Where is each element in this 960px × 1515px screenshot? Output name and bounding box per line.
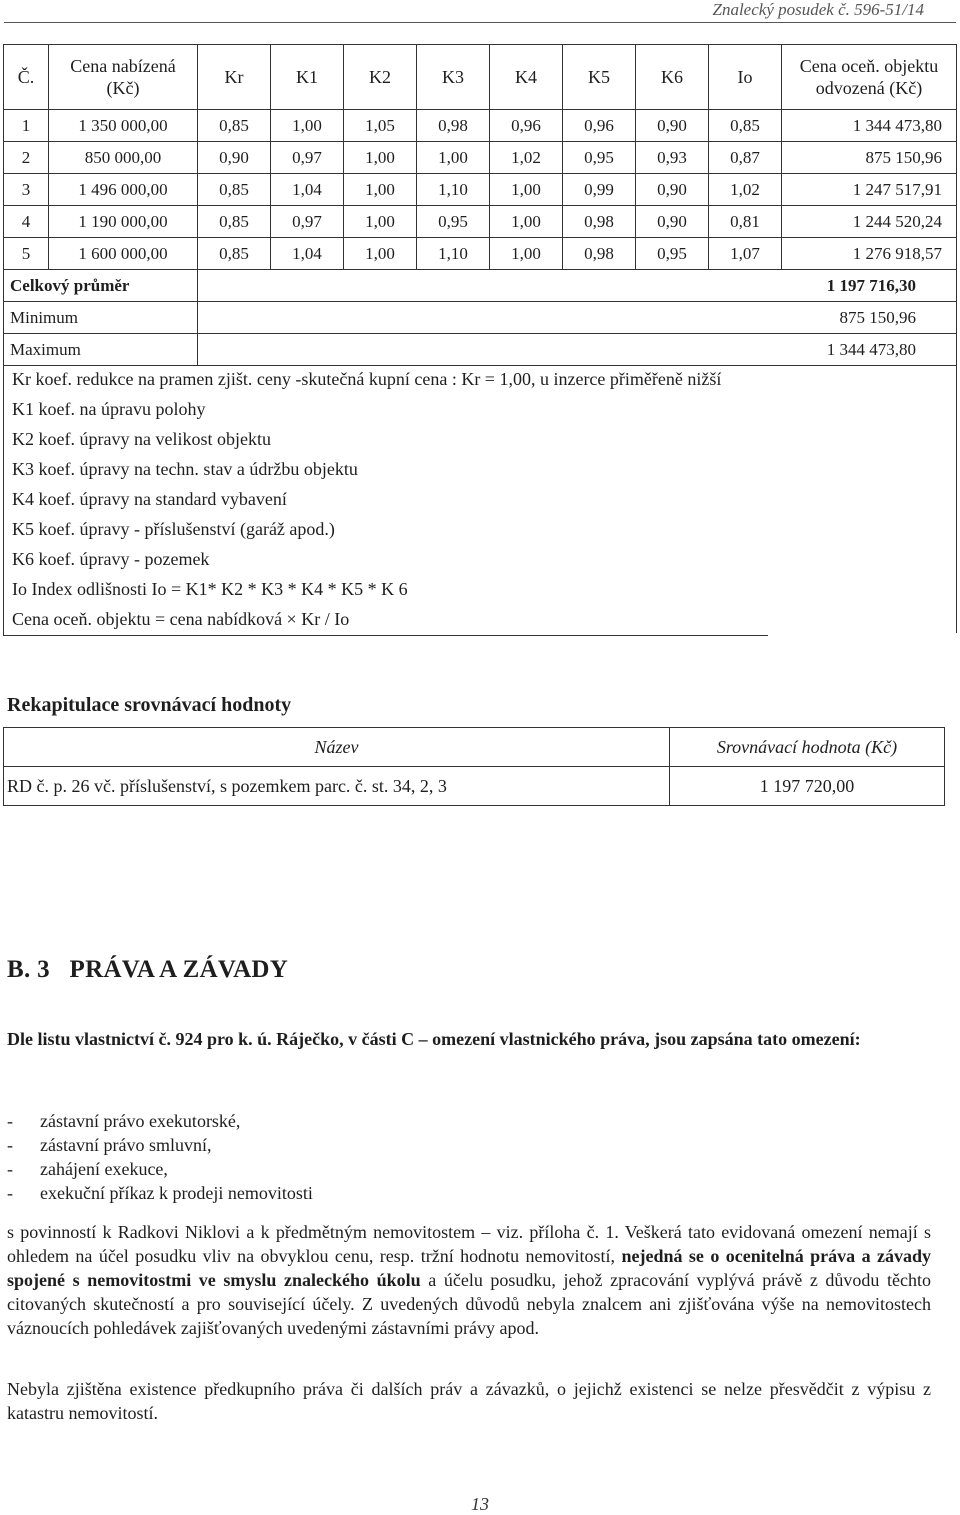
list-item bbox=[7, 1109, 313, 1133]
legend-formula: Cena oceň. objektu = cena nabídková × Kr / Io bbox=[12, 609, 350, 629]
table-cell: 1,02 bbox=[490, 142, 563, 174]
table-cell: 4 bbox=[4, 206, 49, 238]
table-cell: 0,98 bbox=[563, 206, 636, 238]
table-cell: 0,85 bbox=[198, 206, 271, 238]
table-cell: 1,00 bbox=[490, 238, 563, 270]
table-cell: 850 000,00 bbox=[49, 142, 198, 174]
legend-k6: K6 koef. úpravy - pozemek bbox=[12, 549, 210, 569]
header-cell-derived-price bbox=[782, 45, 957, 110]
paragraph-1-bold: nejedná se o ocenitelná práva a závady spojené s nemovitostmi ve smyslu znaleckého úkolu bbox=[7, 1246, 932, 1290]
table-cell: 1,00 bbox=[344, 174, 417, 206]
page-number: 13 bbox=[471, 1494, 489, 1514]
legend-io: Io Index odlišnosti Io = K1* K2 * K3 * K4 * K5 * K 6 bbox=[12, 579, 408, 599]
paragraph-1 bbox=[7, 1220, 931, 1340]
table-cell: 0,90 bbox=[636, 206, 709, 238]
list-dash: - bbox=[7, 1183, 13, 1203]
list-item bbox=[7, 1133, 313, 1157]
table-cell: 1,00 bbox=[417, 142, 490, 174]
comparison-table bbox=[3, 44, 957, 366]
table-cell: 0,85 bbox=[198, 238, 271, 270]
table-cell: 1,04 bbox=[271, 238, 344, 270]
table-cell: 0,99 bbox=[563, 174, 636, 206]
table-cell: 0,85 bbox=[198, 174, 271, 206]
header-cell-offered-price bbox=[49, 45, 198, 110]
table-cell: 0,90 bbox=[636, 174, 709, 206]
table-cell: 0,96 bbox=[563, 110, 636, 142]
restrictions-list bbox=[7, 1109, 313, 1205]
header-derived-line2: odvozená (Kč) bbox=[815, 78, 923, 98]
list-item-text: zástavní právo smluvní, bbox=[40, 1135, 212, 1155]
table-cell: 3 bbox=[4, 174, 49, 206]
table-cell: 1,10 bbox=[417, 238, 490, 270]
table-cell: 0,85 bbox=[709, 110, 782, 142]
table-cell: 1,07 bbox=[709, 238, 782, 270]
summary-row-maximum bbox=[4, 334, 957, 366]
maximum-label: Maximum bbox=[4, 334, 198, 366]
section-title: B. 3 PRÁVA A ZÁVADY bbox=[7, 956, 289, 983]
table-cell: 0,95 bbox=[417, 206, 490, 238]
table-cell: 0,95 bbox=[563, 142, 636, 174]
summary-row-minimum bbox=[4, 302, 957, 334]
table-row bbox=[4, 110, 957, 142]
table-cell: 1,02 bbox=[709, 174, 782, 206]
header-cell-no: Č. bbox=[4, 45, 49, 110]
legend-k4: K4 koef. úpravy na standard vybavení bbox=[12, 489, 287, 509]
list-item-text: exekuční příkaz k prodeji nemovitosti bbox=[40, 1183, 313, 1203]
header-offered-line1: Cena nabízená bbox=[70, 56, 176, 76]
table-cell: 0,98 bbox=[417, 110, 490, 142]
legend-border-gap bbox=[768, 633, 958, 637]
table-row bbox=[4, 206, 957, 238]
list-item bbox=[7, 1157, 313, 1181]
table-cell: 1 350 000,00 bbox=[49, 110, 198, 142]
table-cell: 1,00 bbox=[271, 110, 344, 142]
table-cell: 0,85 bbox=[198, 110, 271, 142]
table-cell: 1 276 918,57 bbox=[782, 238, 957, 270]
recap-col-name: Název bbox=[4, 728, 670, 767]
header-cell-k3: K3 bbox=[417, 45, 490, 110]
legend-k3: K3 koef. úpravy na techn. stav a údržbu objektu bbox=[12, 459, 358, 479]
table-cell: 1 496 000,00 bbox=[49, 174, 198, 206]
legend-k2: K2 koef. úpravy na velikost objektu bbox=[12, 429, 271, 449]
table-cell: 0,87 bbox=[709, 142, 782, 174]
header-offered-line2: (Kč) bbox=[106, 78, 140, 98]
maximum-value: 1 344 473,80 bbox=[198, 334, 957, 366]
list-dash: - bbox=[7, 1135, 13, 1155]
minimum-label: Minimum bbox=[4, 302, 198, 334]
table-cell: 1,00 bbox=[490, 174, 563, 206]
table-row bbox=[4, 174, 957, 206]
average-label: Celkový průměr bbox=[4, 270, 198, 302]
list-item-text: zástavní právo exekutorské, bbox=[40, 1111, 241, 1131]
section-intro: Dle listu vlastnictví č. 924 pro k. ú. Ráječko, v části C – omezení vlastnického práva, jsou zapsána tato omezení: bbox=[7, 1029, 861, 1049]
header-cell-k4: K4 bbox=[490, 45, 563, 110]
list-dash: - bbox=[7, 1159, 13, 1179]
header-cell-k1: K1 bbox=[271, 45, 344, 110]
table-cell: 1,00 bbox=[490, 206, 563, 238]
legend-k5: K5 koef. úpravy - příslušenství (garáž apod.) bbox=[12, 519, 335, 539]
list-dash: - bbox=[7, 1111, 13, 1131]
recap-row-name: RD č. p. 26 vč. příslušenství, s pozemkem parc. č. st. 34, 2, 3 bbox=[4, 767, 670, 806]
paragraph-1-part-b: a účelu posudku, jehož zpracování vyplývá právě z důvodu těchto citovaných skutečností a pro související účely. Z uvedených důvodů nebyla znalcem ani zjišťována výše na nemovitostech váznoucích pohledávek zajišťovaných uvedenými zástavními právy apod. bbox=[7, 1270, 932, 1338]
recap-row-value: 1 197 720,00 bbox=[670, 767, 945, 806]
paragraph-1-part-a: s povinností k Radkovi Niklovi a k předmětným nemovitostem – viz. příloha č. 1. Veškerá tato evidovaná omezení nemají s ohledem na účel posudku vliv na obvyklou cenu, resp. tržní hodnotu nemovitostí, bbox=[7, 1222, 931, 1266]
table-cell: 1 bbox=[4, 110, 49, 142]
table-cell: 0,96 bbox=[490, 110, 563, 142]
comparison-summary bbox=[4, 270, 957, 366]
table-cell: 2 bbox=[4, 142, 49, 174]
header-cell-io: Io bbox=[709, 45, 782, 110]
table-row bbox=[4, 238, 957, 270]
table-cell: 1 190 000,00 bbox=[49, 206, 198, 238]
table-cell: 0,95 bbox=[636, 238, 709, 270]
table-cell: 0,93 bbox=[636, 142, 709, 174]
header-cell-kr: Kr bbox=[198, 45, 271, 110]
legend-kr: Kr koef. redukce na pramen zjišt. ceny -skutečná kupní cena : Kr = 1,00, u inzerce přiměřeně nižší bbox=[12, 369, 722, 389]
table-cell: 1 247 517,91 bbox=[782, 174, 957, 206]
table-cell: 1,00 bbox=[344, 238, 417, 270]
table-cell: 875 150,96 bbox=[782, 142, 957, 174]
table-cell: 0,97 bbox=[271, 206, 344, 238]
header-cell-k5: K5 bbox=[563, 45, 636, 110]
header-rule bbox=[4, 22, 956, 23]
table-cell: 1,05 bbox=[344, 110, 417, 142]
table-cell: 0,98 bbox=[563, 238, 636, 270]
table-cell: 1 244 520,24 bbox=[782, 206, 957, 238]
table-cell: 0,81 bbox=[709, 206, 782, 238]
table-cell: 1 600 000,00 bbox=[49, 238, 198, 270]
summary-row-average bbox=[4, 270, 957, 302]
header-derived-line1: Cena oceň. objektu bbox=[799, 56, 939, 76]
legend-k1: K1 koef. na úpravu polohy bbox=[12, 399, 206, 419]
average-value: 1 197 716,30 bbox=[198, 270, 957, 302]
minimum-value: 875 150,96 bbox=[198, 302, 957, 334]
table-cell: 1,00 bbox=[344, 142, 417, 174]
recap-table bbox=[3, 727, 945, 806]
recap-col-value: Srovnávací hodnota (Kč) bbox=[670, 728, 945, 767]
table-cell: 1 344 473,80 bbox=[782, 110, 957, 142]
table-cell: 0,97 bbox=[271, 142, 344, 174]
comparison-body bbox=[4, 110, 957, 270]
list-item-text: zahájení exekuce, bbox=[40, 1159, 168, 1179]
table-cell: 1,04 bbox=[271, 174, 344, 206]
table-cell: 1,10 bbox=[417, 174, 490, 206]
paragraph-2: Nebyla zjištěna existence předkupního práva či dalších práv a závazků, o jejichž existenci se nelze přesvědčit z výpisu z katastru nemovitostí. bbox=[7, 1379, 931, 1423]
table-cell: 5 bbox=[4, 238, 49, 270]
recap-title: Rekapitulace srovnávací hodnoty bbox=[7, 694, 292, 716]
table-cell: 0,90 bbox=[636, 110, 709, 142]
recap-row bbox=[4, 767, 945, 806]
document-reference: Znalecký posudek č. 596-51/14 bbox=[712, 0, 924, 19]
header-cell-k2: K2 bbox=[344, 45, 417, 110]
table-cell: 0,90 bbox=[198, 142, 271, 174]
table-cell: 1,00 bbox=[344, 206, 417, 238]
coefficient-legend bbox=[3, 364, 957, 636]
header-cell-k6: K6 bbox=[636, 45, 709, 110]
recap-header-row bbox=[4, 728, 945, 767]
table-row bbox=[4, 142, 957, 174]
list-item bbox=[7, 1181, 313, 1205]
comparison-header-row bbox=[4, 45, 957, 110]
